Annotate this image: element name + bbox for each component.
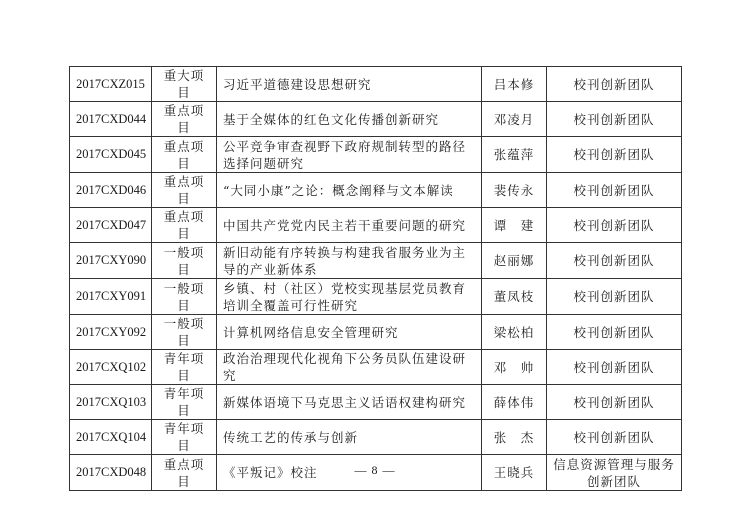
project-type-cell: 重点项目 [152,455,217,491]
table-row [70,315,682,350]
project-leader-cell: 裴传永 [482,173,547,208]
project-leader-cell: 邓凌月 [482,102,547,137]
project-team-cell: 校刊创新团队 [547,102,682,137]
project-title-cell: 新旧动能有序转换与构建我省服务业为主导的产业新体系 [217,243,482,279]
project-title-cell: 计算机网络信息安全管理研究 [217,315,482,350]
project-type-cell: 重点项目 [152,102,217,137]
project-team-cell: 校刊创新团队 [547,243,682,279]
project-leader-cell: 谭 建 [482,208,547,243]
table-row [70,173,682,208]
project-id-cell: 2017CXZ015 [70,67,152,102]
table-row [70,208,682,243]
project-title-cell: 基于全媒体的红色文化传播创新研究 [217,102,482,137]
project-id-cell: 2017CXD048 [70,455,152,491]
project-id-cell: 2017CXQ104 [70,420,152,455]
project-leader-cell: 赵丽娜 [482,243,547,279]
project-id-cell: 2017CXQ103 [70,385,152,420]
project-title-cell: 传统工艺的传承与创新 [217,420,482,455]
project-team-cell: 校刊创新团队 [547,173,682,208]
project-title-cell: 习近平道德建设思想研究 [217,67,482,102]
project-id-cell: 2017CXY090 [70,243,152,279]
table-row [70,243,682,279]
project-leader-cell: 薛体伟 [482,385,547,420]
project-id-cell: 2017CXD044 [70,102,152,137]
project-id-cell: 2017CXY092 [70,315,152,350]
project-leader-cell: 董凤枝 [482,279,547,315]
project-type-cell: 重点项目 [152,208,217,243]
project-team-cell: 校刊创新团队 [547,315,682,350]
table-row [70,279,682,315]
project-team-cell: 信息资源管理与服务创新团队 [547,455,682,491]
project-type-cell: 重点项目 [152,137,217,173]
project-table [69,66,682,491]
project-id-cell: 2017CXY091 [70,279,152,315]
table-row [70,385,682,420]
project-id-cell: 2017CXQ102 [70,350,152,385]
project-type-cell: 重点项目 [152,173,217,208]
project-type-cell: 重大项目 [152,67,217,102]
project-leader-cell: 张蕴萍 [482,137,547,173]
project-id-cell: 2017CXD046 [70,173,152,208]
project-team-cell: 校刊创新团队 [547,279,682,315]
project-title-cell: 公平竞争审查视野下政府规制转型的路径选择问题研究 [217,137,482,173]
project-leader-cell: 张 杰 [482,420,547,455]
project-title-cell: 《平叛记》校注 [217,455,482,491]
project-team-cell: 校刊创新团队 [547,208,682,243]
project-title-cell: 新媒体语境下马克思主义话语权建构研究 [217,385,482,420]
project-title-cell: “大同小康”之论：概念阐释与文本解读 [217,173,482,208]
table-row [70,137,682,173]
table-row [70,102,682,137]
table-row [70,420,682,455]
table-row [70,67,682,102]
project-team-cell: 校刊创新团队 [547,385,682,420]
project-leader-cell: 邓 帅 [482,350,547,385]
project-leader-cell: 梁松柏 [482,315,547,350]
project-type-cell: 青年项目 [152,350,217,385]
page-number: — 8 — [354,463,396,477]
project-title-cell: 乡镇、村（社区）党校实现基层党员教育培训全覆盖可行性研究 [217,279,482,315]
project-type-cell: 青年项目 [152,420,217,455]
table-row [70,350,682,385]
project-id-cell: 2017CXD047 [70,208,152,243]
project-type-cell: 一般项目 [152,279,217,315]
project-id-cell: 2017CXD045 [70,137,152,173]
project-type-cell: 一般项目 [152,315,217,350]
project-type-cell: 一般项目 [152,243,217,279]
project-title-cell: 政治治理现代化视角下公务员队伍建设研究 [217,350,482,385]
project-title-cell: 中国共产党党内民主若干重要问题的研究 [217,208,482,243]
project-team-cell: 校刊创新团队 [547,350,682,385]
project-leader-cell: 吕本修 [482,67,547,102]
project-type-cell: 青年项目 [152,385,217,420]
project-team-cell: 校刊创新团队 [547,420,682,455]
project-team-cell: 校刊创新团队 [547,67,682,102]
project-leader-cell: 王晓兵 [482,455,547,491]
project-team-cell: 校刊创新团队 [547,137,682,173]
